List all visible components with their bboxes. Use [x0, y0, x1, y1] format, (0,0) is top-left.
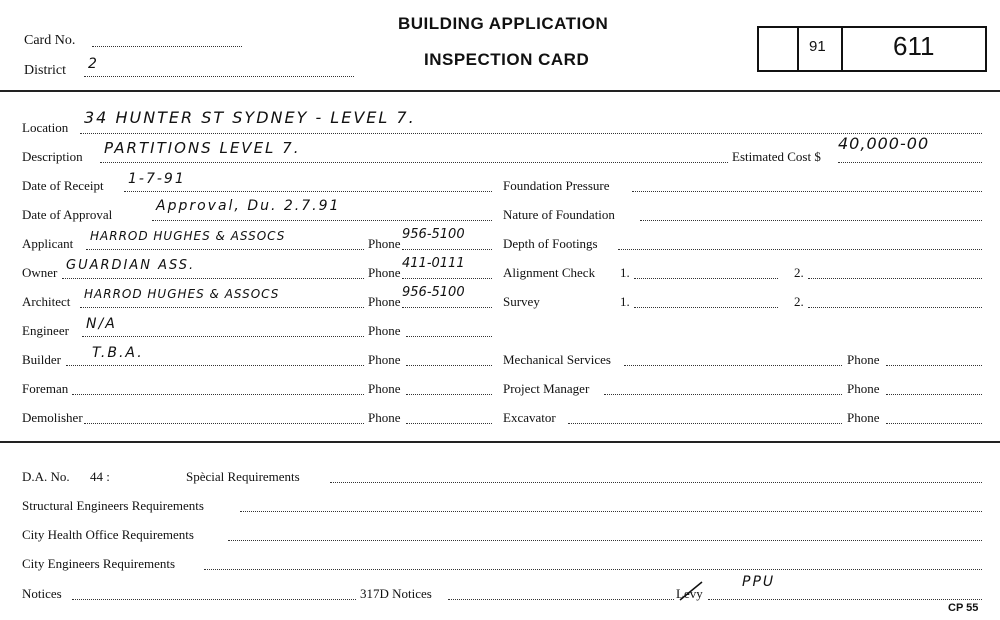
- district-label: District: [24, 63, 66, 78]
- engineer-phone-field[interactable]: [406, 336, 492, 337]
- nature-foundation-field[interactable]: [640, 220, 982, 221]
- owner-phone-value: 411-0111: [402, 256, 465, 271]
- district-value: 2: [88, 56, 99, 72]
- da-no-label: D.A. No.: [22, 469, 70, 484]
- estimated-cost-value: 40,000-00: [838, 134, 930, 153]
- mechanical-phone-label: Phone: [847, 352, 880, 367]
- special-requirements-field[interactable]: [330, 482, 982, 483]
- city-engineers-label: City Engineers Requirements: [22, 556, 176, 571]
- demolisher-field[interactable]: [84, 423, 364, 424]
- card-number-box: [757, 26, 987, 72]
- notices-317d-label: 317D Notices: [360, 586, 432, 601]
- owner-label: Owner: [22, 265, 58, 280]
- applicant-phone-value: 956-5100: [402, 227, 465, 242]
- foundation-pressure-field[interactable]: [632, 191, 982, 192]
- da-no-value: 44 :: [90, 469, 110, 484]
- card-number-prefix: 91: [809, 38, 826, 55]
- builder-phone-field[interactable]: [406, 365, 492, 366]
- description-field[interactable]: [100, 162, 728, 163]
- mechanical-phone-field[interactable]: [886, 365, 982, 366]
- structural-requirements-label: Structural Engineers Requirements: [22, 498, 204, 513]
- builder-value: T.B.A.: [92, 345, 144, 361]
- levy-strike-mark: [676, 580, 706, 602]
- date-approval-field[interactable]: [152, 220, 492, 221]
- header-divider: [0, 90, 1000, 92]
- engineer-field[interactable]: [82, 336, 364, 337]
- survey-field-1[interactable]: [634, 307, 778, 308]
- excavator-phone-label: Phone: [847, 410, 880, 425]
- card-no-label: Card No.: [24, 33, 76, 48]
- card-no-field[interactable]: [92, 46, 242, 47]
- architect-label: Architect: [22, 294, 71, 309]
- survey-num1: 1.: [620, 294, 630, 309]
- engineer-phone-label: Phone: [368, 323, 401, 338]
- levy-value: PPU: [742, 574, 776, 590]
- date-receipt-value: 1-7-91: [128, 171, 186, 187]
- foreman-label: Foreman: [22, 381, 69, 396]
- engineer-value: N/A: [86, 316, 117, 332]
- applicant-phone-field[interactable]: [402, 249, 492, 250]
- date-approval-value: Approval, Du. 2.7.91: [156, 198, 341, 214]
- project-manager-phone-field[interactable]: [886, 394, 982, 395]
- project-manager-field[interactable]: [604, 394, 842, 395]
- notices-label: Notices: [22, 586, 62, 601]
- notices-317d-field[interactable]: [448, 599, 674, 600]
- depth-footings-field[interactable]: [618, 249, 982, 250]
- applicant-field[interactable]: [86, 249, 364, 250]
- estimated-cost-label: Estimated Cost $: [732, 149, 821, 164]
- notices-field[interactable]: [72, 599, 356, 600]
- project-manager-phone-label: Phone: [847, 381, 880, 396]
- health-requirements-label: City Health Office Requirements: [22, 527, 194, 542]
- foreman-phone-field[interactable]: [406, 394, 492, 395]
- demolisher-phone-label: Phone: [368, 410, 401, 425]
- applicant-label: Applicant: [22, 236, 74, 251]
- foreman-field[interactable]: [72, 394, 364, 395]
- levy-field[interactable]: [708, 599, 982, 600]
- demolisher-phone-field[interactable]: [406, 423, 492, 424]
- location-value: 34 HUNTER ST SYDNEY - LEVEL 7.: [84, 108, 416, 127]
- builder-phone-label: Phone: [368, 352, 401, 367]
- form-code: CP 55: [948, 602, 979, 614]
- levy-label: Levy: [676, 586, 703, 601]
- alignment-field-1[interactable]: [634, 278, 778, 279]
- demolisher-label: Demolisher: [22, 410, 83, 425]
- survey-label: Survey: [503, 294, 540, 309]
- applicant-phone-label: Phone: [368, 236, 401, 251]
- survey-num2: 2.: [794, 294, 804, 309]
- architect-phone-label: Phone: [368, 294, 401, 309]
- builder-label: Builder: [22, 352, 61, 367]
- owner-phone-field[interactable]: [402, 278, 492, 279]
- builder-field[interactable]: [66, 365, 364, 366]
- description-label: Description: [22, 149, 83, 164]
- engineer-label: Engineer: [22, 323, 69, 338]
- excavator-phone-field[interactable]: [886, 423, 982, 424]
- foreman-phone-label: Phone: [368, 381, 401, 396]
- excavator-label: Excavator: [503, 410, 556, 425]
- owner-value: GUARDIAN ASS.: [66, 258, 196, 273]
- owner-phone-label: Phone: [368, 265, 401, 280]
- title-line2: INSPECTION CARD: [424, 50, 590, 69]
- estimated-cost-field[interactable]: [838, 162, 982, 163]
- district-field[interactable]: [84, 76, 354, 77]
- depth-footings-label: Depth of Footings: [503, 236, 598, 251]
- architect-field[interactable]: [80, 307, 364, 308]
- nature-foundation-label: Nature of Foundation: [503, 207, 615, 222]
- location-label: Location: [22, 120, 69, 135]
- project-manager-label: Project Manager: [503, 381, 590, 396]
- foundation-pressure-label: Foundation Pressure: [503, 178, 610, 193]
- city-engineers-field[interactable]: [204, 569, 982, 570]
- architect-value: HARROD HUGHES & ASSOCS: [84, 287, 280, 301]
- alignment-num2: 2.: [794, 265, 804, 280]
- excavator-field[interactable]: [568, 423, 842, 424]
- health-requirements-field[interactable]: [228, 540, 982, 541]
- alignment-field-2[interactable]: [808, 278, 982, 279]
- alignment-num1: 1.: [620, 265, 630, 280]
- date-receipt-field[interactable]: [124, 191, 492, 192]
- survey-field-2[interactable]: [808, 307, 982, 308]
- mechanical-services-label: Mechanical Services: [503, 352, 611, 367]
- title-line1: BUILDING APPLICATION: [398, 14, 609, 33]
- mechanical-services-field[interactable]: [624, 365, 842, 366]
- date-approval-label: Date of Approval: [22, 207, 113, 222]
- architect-phone-field[interactable]: [402, 307, 492, 308]
- special-requirements-label: Spècial Requirements: [186, 469, 300, 484]
- structural-requirements-field[interactable]: [240, 511, 982, 512]
- alignment-check-label: Alignment Check: [503, 265, 596, 280]
- description-value: PARTITIONS LEVEL 7.: [104, 139, 301, 157]
- footer-divider: [0, 441, 1000, 443]
- architect-phone-value: 956-5100: [402, 285, 465, 300]
- date-receipt-label: Date of Receipt: [22, 178, 104, 193]
- card-number: 611: [893, 31, 935, 61]
- applicant-value: HARROD HUGHES & ASSOCS: [90, 229, 286, 243]
- owner-field[interactable]: [62, 278, 364, 279]
